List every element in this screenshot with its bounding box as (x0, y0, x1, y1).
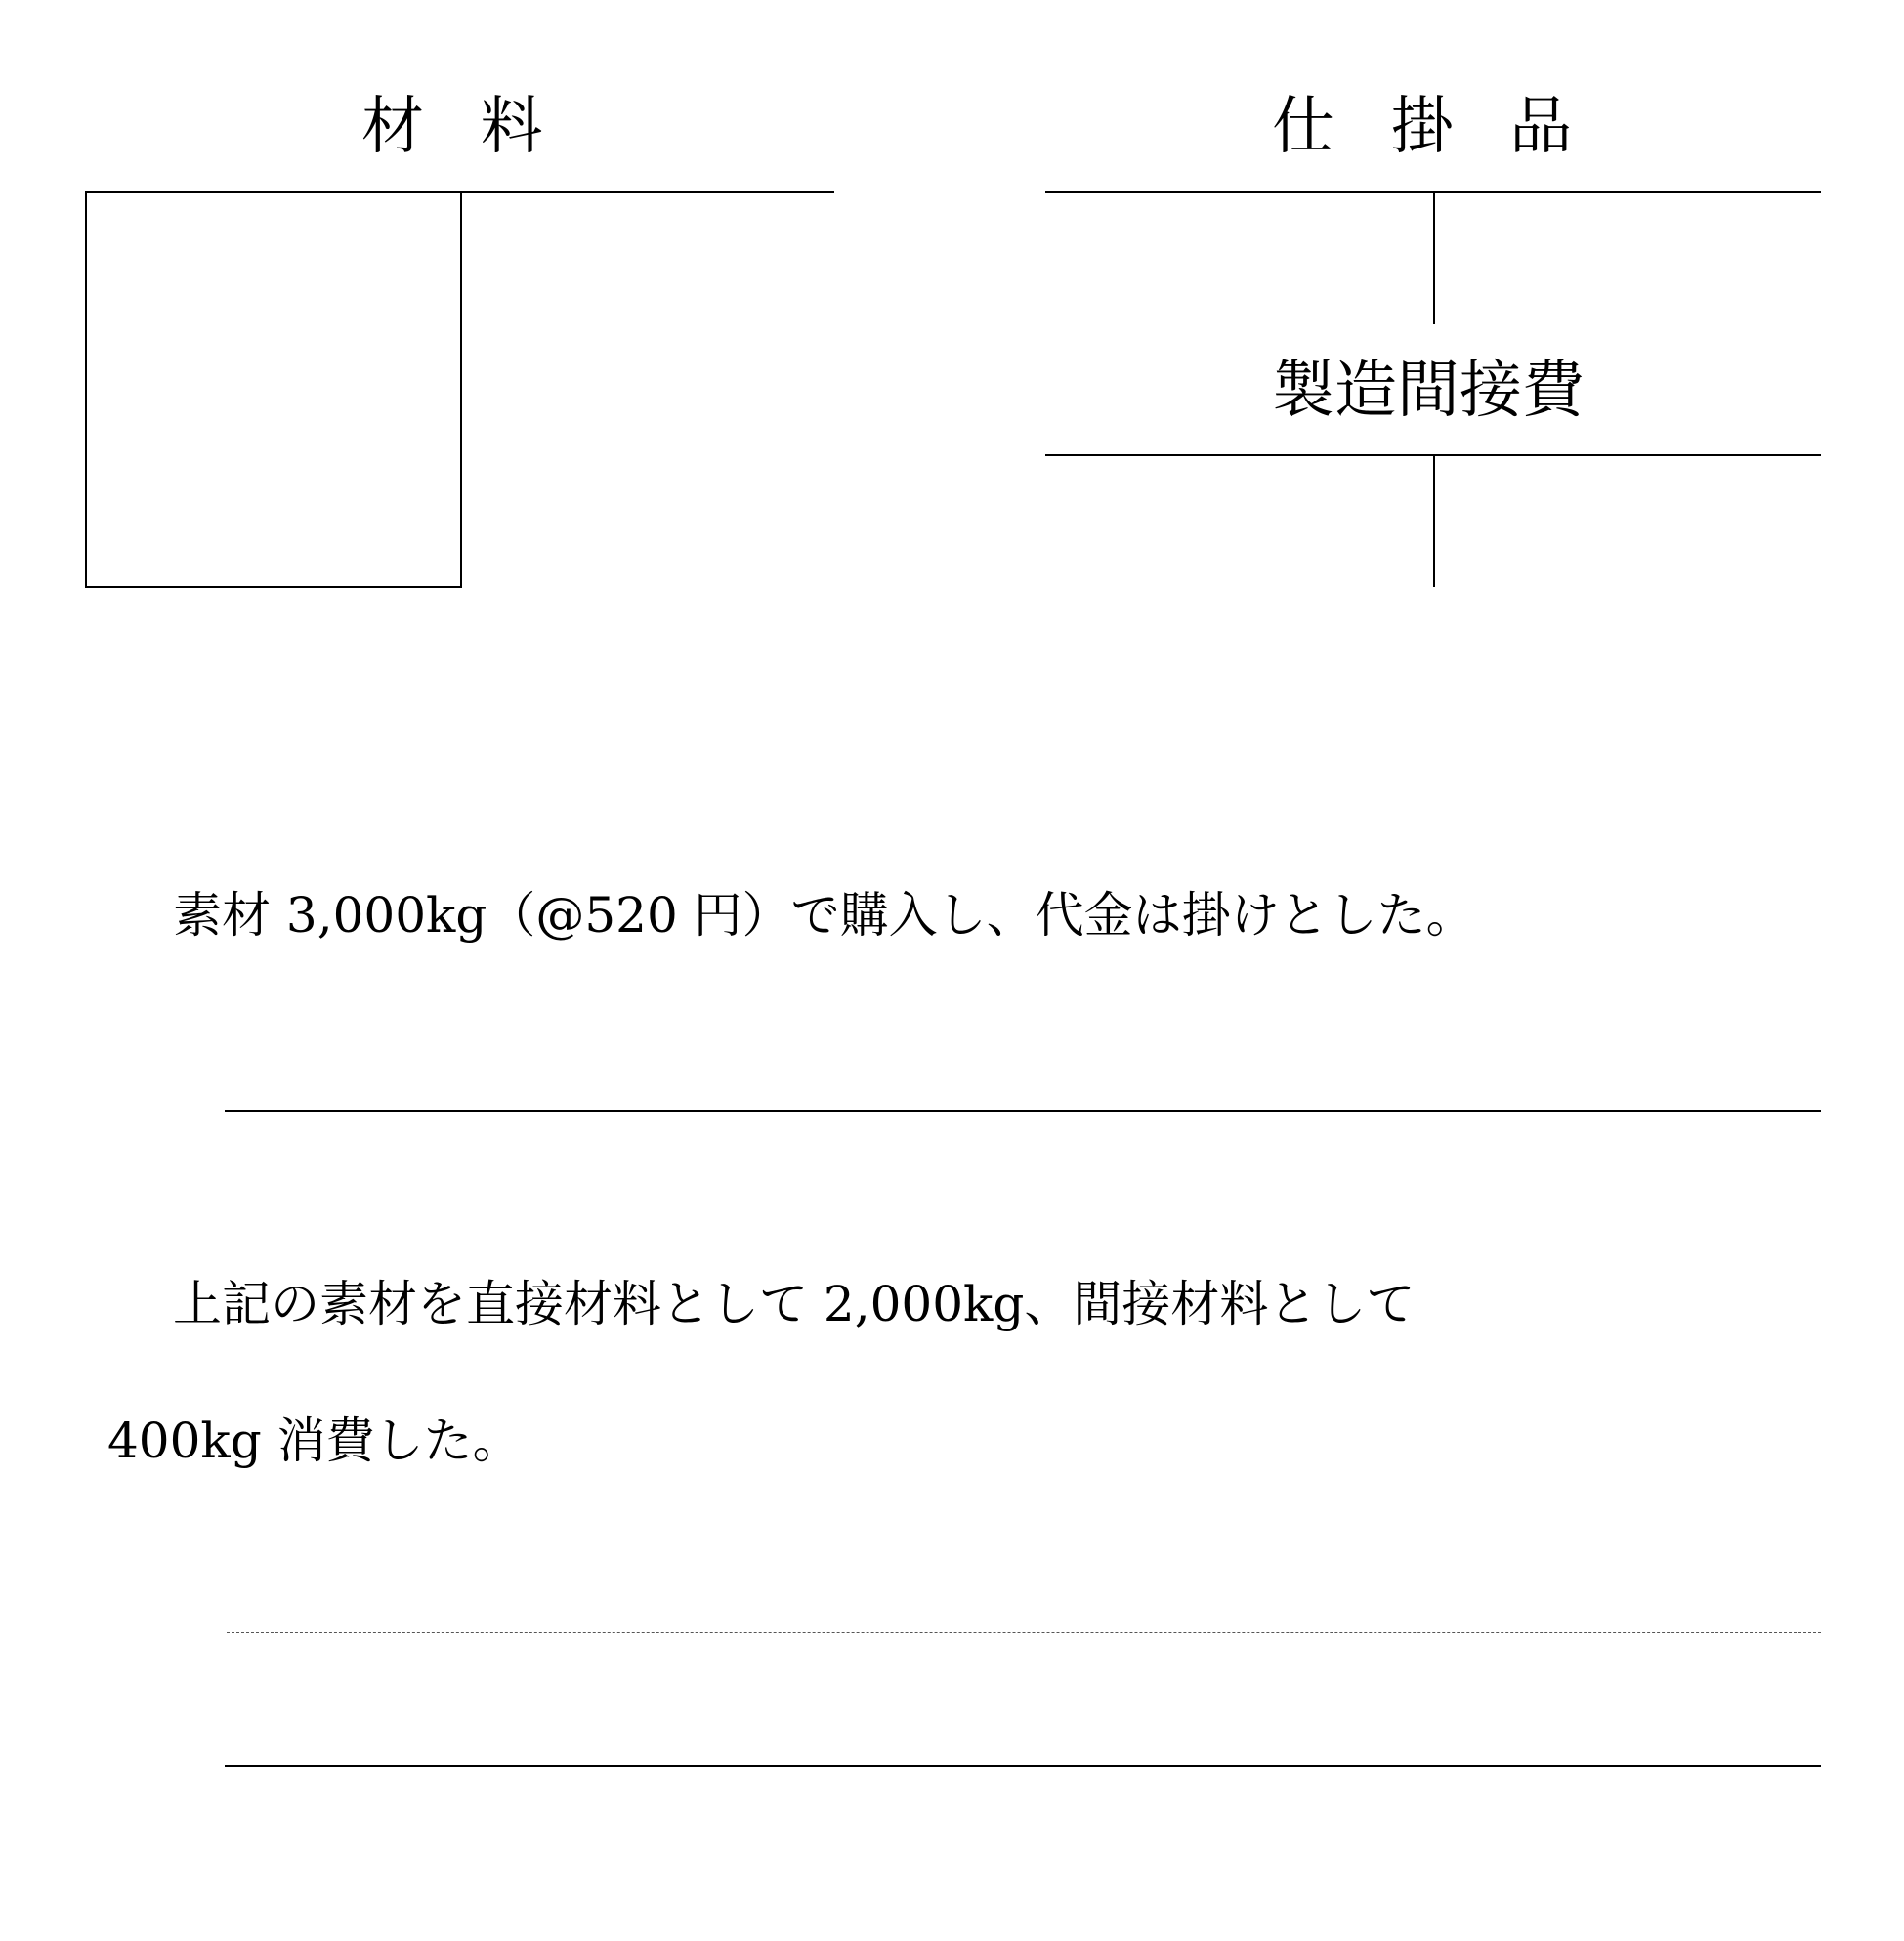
overhead-account-center-rule (1433, 454, 1435, 587)
problem-2-text-line-2: 400kg 消費した。 (107, 1413, 522, 1469)
problem-2-answer-guide-dashed (227, 1632, 1821, 1633)
material-debit-answer-box[interactable] (85, 191, 462, 588)
problem-2-text-line-1: 上記の素材を直接材料として 2,000kg、間接材料として (173, 1276, 1416, 1332)
problem-1-text: 素材 3,000kg（@520 円）で購入し、代金は掛けとした。 (173, 887, 1475, 944)
overhead-account-title: 製造間接費 (1272, 355, 1585, 427)
wip-account-center-rule (1433, 191, 1435, 324)
material-account-title: 材料 (361, 91, 600, 163)
wip-account-title: 仕掛品 (1272, 91, 1629, 163)
problem-2-answer-line[interactable] (225, 1765, 1821, 1767)
problem-1-answer-line[interactable] (225, 1110, 1821, 1112)
